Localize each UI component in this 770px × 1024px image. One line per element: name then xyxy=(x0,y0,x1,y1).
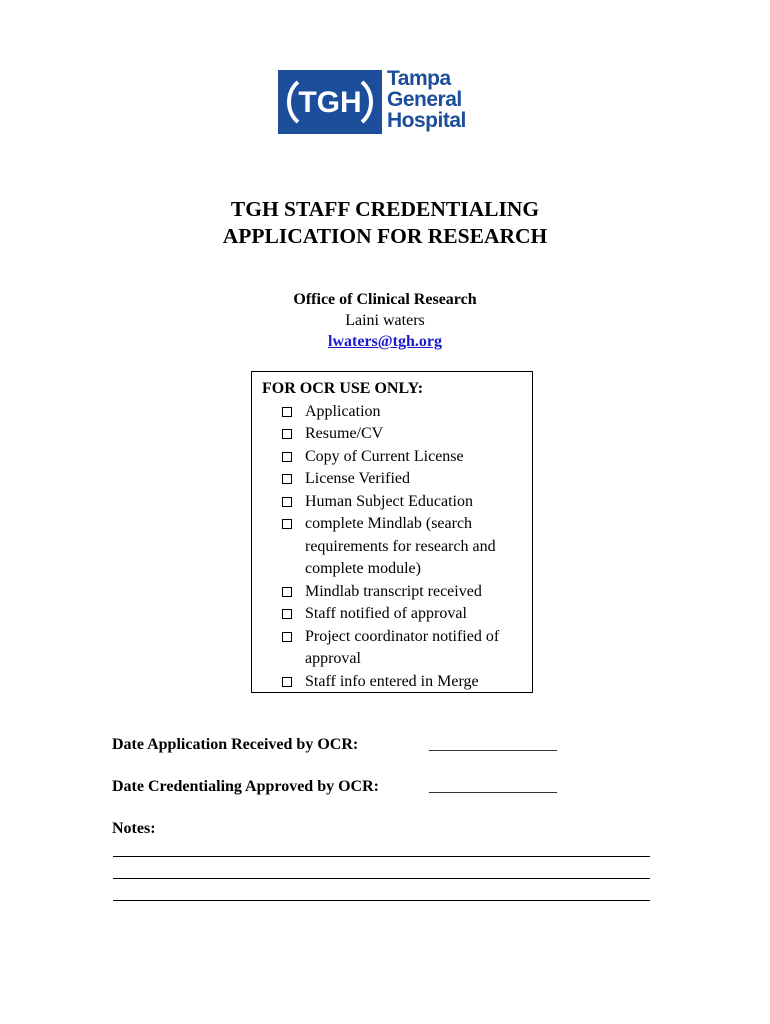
checklist-item xyxy=(262,513,524,581)
checklist-item xyxy=(262,603,524,626)
ocr-use-only-box xyxy=(251,371,533,693)
logo-mark-text: TGH xyxy=(298,86,362,119)
empty-checkbox-icon[interactable] xyxy=(282,497,292,507)
ocr-checklist xyxy=(262,401,524,694)
checklist-item xyxy=(262,468,524,491)
empty-checkbox-icon[interactable] xyxy=(282,587,292,597)
title-line: APPLICATION FOR RESEARCH xyxy=(222,224,548,248)
checklist-item-label: Application xyxy=(305,402,381,420)
checklist-item-label: Copy of Current License xyxy=(305,447,464,465)
date-approved-field[interactable]: ________________ xyxy=(429,778,557,795)
date-received-label: Date Application Received by OCR: xyxy=(112,736,359,753)
logo-hospital-name xyxy=(387,68,466,131)
checklist-item-label: Mindlab transcript received xyxy=(305,582,482,600)
logo-name-line: Hospital xyxy=(387,109,466,132)
logo-name-line: General xyxy=(387,88,462,111)
empty-checkbox-icon[interactable] xyxy=(282,632,292,642)
checklist-item xyxy=(262,423,524,446)
notes-line[interactable] xyxy=(113,878,650,879)
notes-label: Notes: xyxy=(112,820,156,837)
document-title xyxy=(0,196,770,250)
checklist-item xyxy=(262,626,524,671)
checklist-item xyxy=(262,446,524,469)
logo-name-line: Tampa xyxy=(387,67,451,90)
contact-name: Laini waters xyxy=(345,312,425,329)
checklist-item-label: License Verified xyxy=(305,470,410,487)
checklist-item xyxy=(262,581,524,604)
empty-checkbox-icon[interactable] xyxy=(282,519,292,529)
empty-checkbox-icon[interactable] xyxy=(282,452,292,462)
empty-checkbox-icon[interactable] xyxy=(282,677,292,687)
checklist-item-label: Staff info entered in Merge xyxy=(305,672,479,690)
checklist-item xyxy=(262,401,524,424)
date-approved-label: Date Credentialing Approved by OCR: xyxy=(112,778,379,795)
empty-checkbox-icon[interactable] xyxy=(282,474,292,484)
tgh-logo xyxy=(278,67,488,136)
date-received-field[interactable]: ________________ xyxy=(429,736,557,753)
checklist-item-label: Human Subject Education xyxy=(305,492,473,510)
empty-checkbox-icon[interactable] xyxy=(282,609,292,619)
title-line: TGH STAFF CREDENTIALING xyxy=(230,197,540,221)
checklist-item-label: Project coordinator notified of approval xyxy=(305,627,500,667)
checklist-item-label: Resume/CV xyxy=(305,425,384,442)
notes-line[interactable] xyxy=(113,900,650,901)
checklist-item xyxy=(262,491,524,514)
tgh-logo-mark xyxy=(278,70,382,134)
contact-email-link[interactable]: lwaters@tgh.org xyxy=(328,333,442,350)
ocr-heading: FOR OCR USE ONLY: xyxy=(262,380,424,397)
date-approved-row xyxy=(112,777,557,797)
office-name: Office of Clinical Research xyxy=(293,291,477,308)
date-received-row xyxy=(112,735,557,755)
empty-checkbox-icon[interactable] xyxy=(282,407,292,417)
logo-swoosh-icon xyxy=(278,70,382,134)
checklist-item xyxy=(262,671,524,694)
empty-checkbox-icon[interactable] xyxy=(282,429,292,439)
checklist-item-label: Staff notified of approval xyxy=(305,605,467,622)
checklist-item-label: complete Mindlab (search requirements for research and complete module) xyxy=(305,515,496,577)
office-contact-block xyxy=(0,289,770,352)
notes-line[interactable] xyxy=(113,856,650,857)
